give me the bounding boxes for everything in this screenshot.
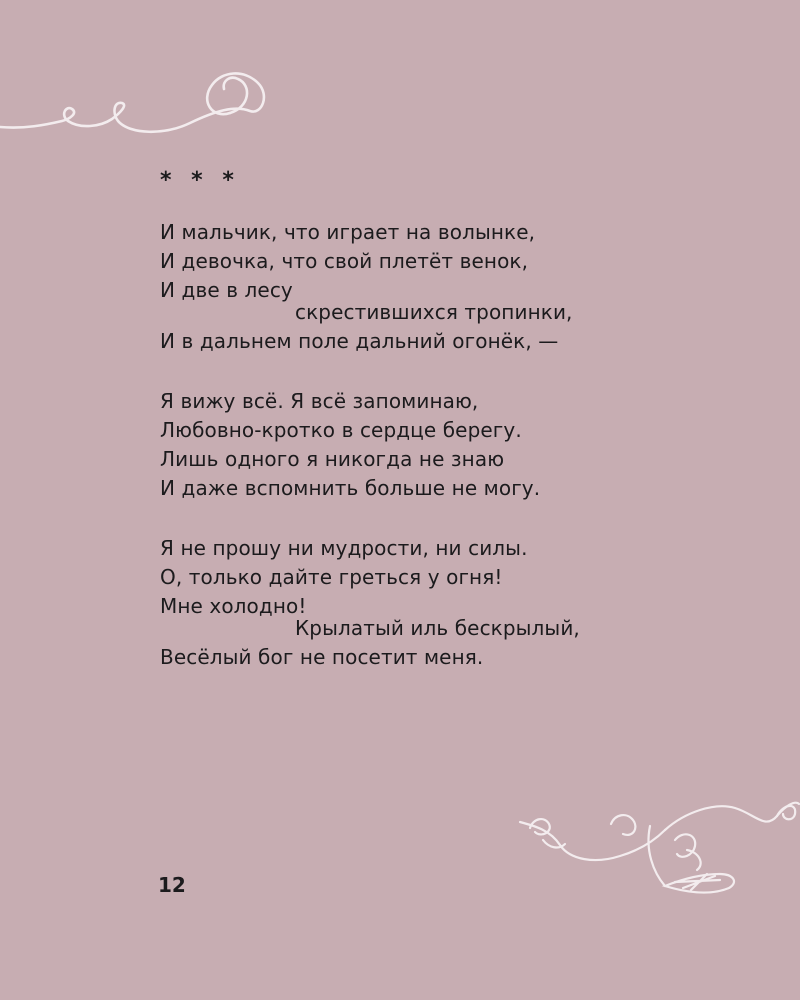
poem: [160, 218, 760, 703]
poem-line: О, только дайте греться у огня!: [160, 565, 503, 589]
poem-line: Любовно-кротко в сердце берегу.: [160, 418, 522, 442]
section-break-stars: * * *: [160, 168, 240, 193]
poem-line: Я вижу всё. Я всё запоминаю,: [160, 389, 479, 413]
poem-line: И даже вспомнить больше не могу.: [160, 476, 541, 500]
stanza: [160, 218, 760, 356]
poem-line: Крылатый иль бескрылый,: [295, 616, 580, 640]
poem-line: И две в лесу: [160, 278, 293, 302]
poem-line: Лишь одного я никогда не знаю: [160, 447, 505, 471]
poem-line: Мне холодно!: [160, 594, 307, 618]
poem-line: И в дальнем поле дальний огонёк, —: [160, 329, 559, 353]
poem-line: И мальчик, что играет на волынке,: [160, 220, 536, 244]
poem-line: Я не прошу ни мудрости, ни силы.: [160, 536, 528, 560]
poem-line: скрестившихся тропинки,: [295, 300, 573, 324]
flourish-swirl-icon: [0, 55, 300, 150]
poem-line: Весёлый бог не посетит меня.: [160, 645, 484, 669]
floral-ornament-icon: [515, 790, 800, 900]
stanza: [160, 534, 760, 672]
stanza: [160, 387, 760, 503]
poem-line: И девочка, что свой плетёт венок,: [160, 249, 529, 273]
page-number: 12: [158, 873, 186, 897]
